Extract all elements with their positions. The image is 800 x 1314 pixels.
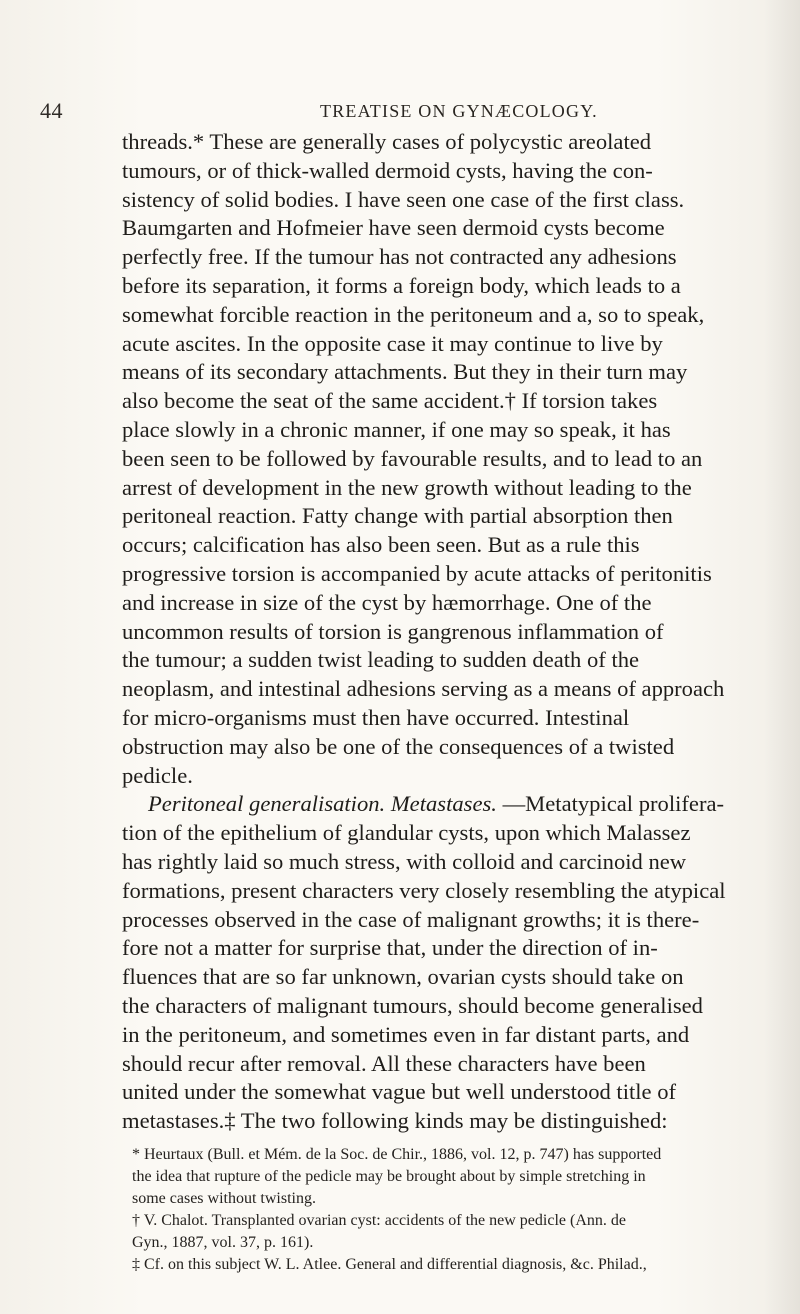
section-heading-part-1: Peritoneal generalisation.	[148, 791, 386, 817]
section-heading-part-2: Metastases.	[390, 791, 497, 817]
body-line: pedicle.	[122, 762, 193, 788]
body-line: peritoneal reaction. Fatty change with partial absorption then	[122, 503, 673, 529]
footnote-line: some cases without twisting.	[132, 1190, 316, 1207]
section-line: has rightly laid so much stress, with colloid and carcinoid new	[122, 848, 687, 874]
footnote-line: † V. Chalot. Transplanted ovarian cyst: accidents of the new pedicle (Ann. de	[132, 1212, 626, 1229]
body-line: neoplasm, and intestinal adhesions serving as a means of approach	[122, 676, 725, 702]
footnotes	[132, 1144, 784, 1276]
footnote-line: * Heurtaux (Bull. et Mém. de la Soc. de Chir., 1886, vol. 12, p. 747) has supported	[132, 1146, 662, 1163]
body-line: somewhat forcible reaction in the peritoneum and a, so to speak,	[122, 301, 705, 327]
body-line: the tumour; a sudden twist leading to sudden death of the	[122, 647, 640, 673]
body-line: threads.* These are generally cases of polycystic areolated	[122, 129, 652, 154]
body-line: arrest of development in the new growth without leading to the	[122, 474, 692, 500]
body-line: uncommon results of torsion is gangrenous inflammation of	[122, 618, 664, 644]
section-line: processes observed in the case of malignant growths; it is there-	[122, 906, 700, 932]
footnote-line: the idea that rupture of the pedicle may be brought about by simple stretching in	[132, 1168, 646, 1185]
body-line: occurs; calcification has also been seen. But as a rule this	[122, 532, 640, 558]
footnote-line: Gyn., 1887, vol. 37, p. 161).	[132, 1234, 314, 1251]
footnote-line: ‡ Cf. on this subject W. L. Atlee. General and differential diagnosis, &c. Philad.,	[132, 1256, 647, 1273]
body-line: also become the seat of the same accident.† If torsion takes	[122, 388, 658, 414]
main-text-block	[122, 128, 790, 1136]
body-line: perfectly free. If the tumour has not contracted any adhesions	[122, 244, 677, 270]
body-line: means of its secondary attachments. But they in their turn may	[122, 359, 688, 385]
body-line: tumours, or of thick-walled dermoid cysts, having the con-	[122, 157, 653, 183]
body-line: before its separation, it forms a foreign body, which leads to a	[122, 272, 681, 298]
running-head: TREATISE ON GYNÆCOLOGY.	[320, 101, 598, 121]
section-line: the characters of malignant tumours, should become generalised	[122, 992, 703, 1018]
section-line: should recur after removal. All these characters have been	[122, 1050, 646, 1076]
section-line: in the peritoneum, and sometimes even in far distant parts, and	[122, 1021, 690, 1047]
body-line: sistency of solid bodies. I have seen one case of the first class.	[122, 186, 685, 212]
section-heading-line	[122, 790, 790, 819]
section-line: metastases.‡ The two following kinds may be distinguished:	[122, 1108, 668, 1134]
body-line: progressive torsion is accompanied by acute attacks of peritonitis	[122, 560, 712, 586]
section-line: formations, present characters very closely resembling the atypical	[122, 877, 726, 903]
body-line: obstruction may also be one of the consequences of a twisted	[122, 733, 675, 759]
body-line: been seen to be followed by favourable results, and to lead to an	[122, 445, 703, 471]
body-line: and increase in size of the cyst by hæmorrhage. One of the	[122, 589, 652, 615]
section-line: united under the somewhat vague but well understood title of	[122, 1079, 677, 1105]
page-number: 44	[40, 98, 63, 123]
section-line: fore not a matter for surprise that, under the direction of in-	[122, 935, 658, 961]
body-line: for micro-organisms must then have occurred. Intestinal	[122, 704, 630, 730]
section-line: tion of the epithelium of glandular cysts, upon which Malassez	[122, 820, 691, 846]
body-line: acute ascites. In the opposite case it may continue to live by	[122, 330, 663, 356]
body-line: place slowly in a chronic manner, if one may so speak, it has	[122, 416, 671, 442]
section-continuation: —Metatypical prolifera-	[502, 791, 725, 817]
body-line: Baumgarten and Hofmeier have seen dermoid cysts become	[122, 215, 665, 241]
section-line: fluences that are so far unknown, ovarian cysts should take on	[122, 964, 684, 990]
